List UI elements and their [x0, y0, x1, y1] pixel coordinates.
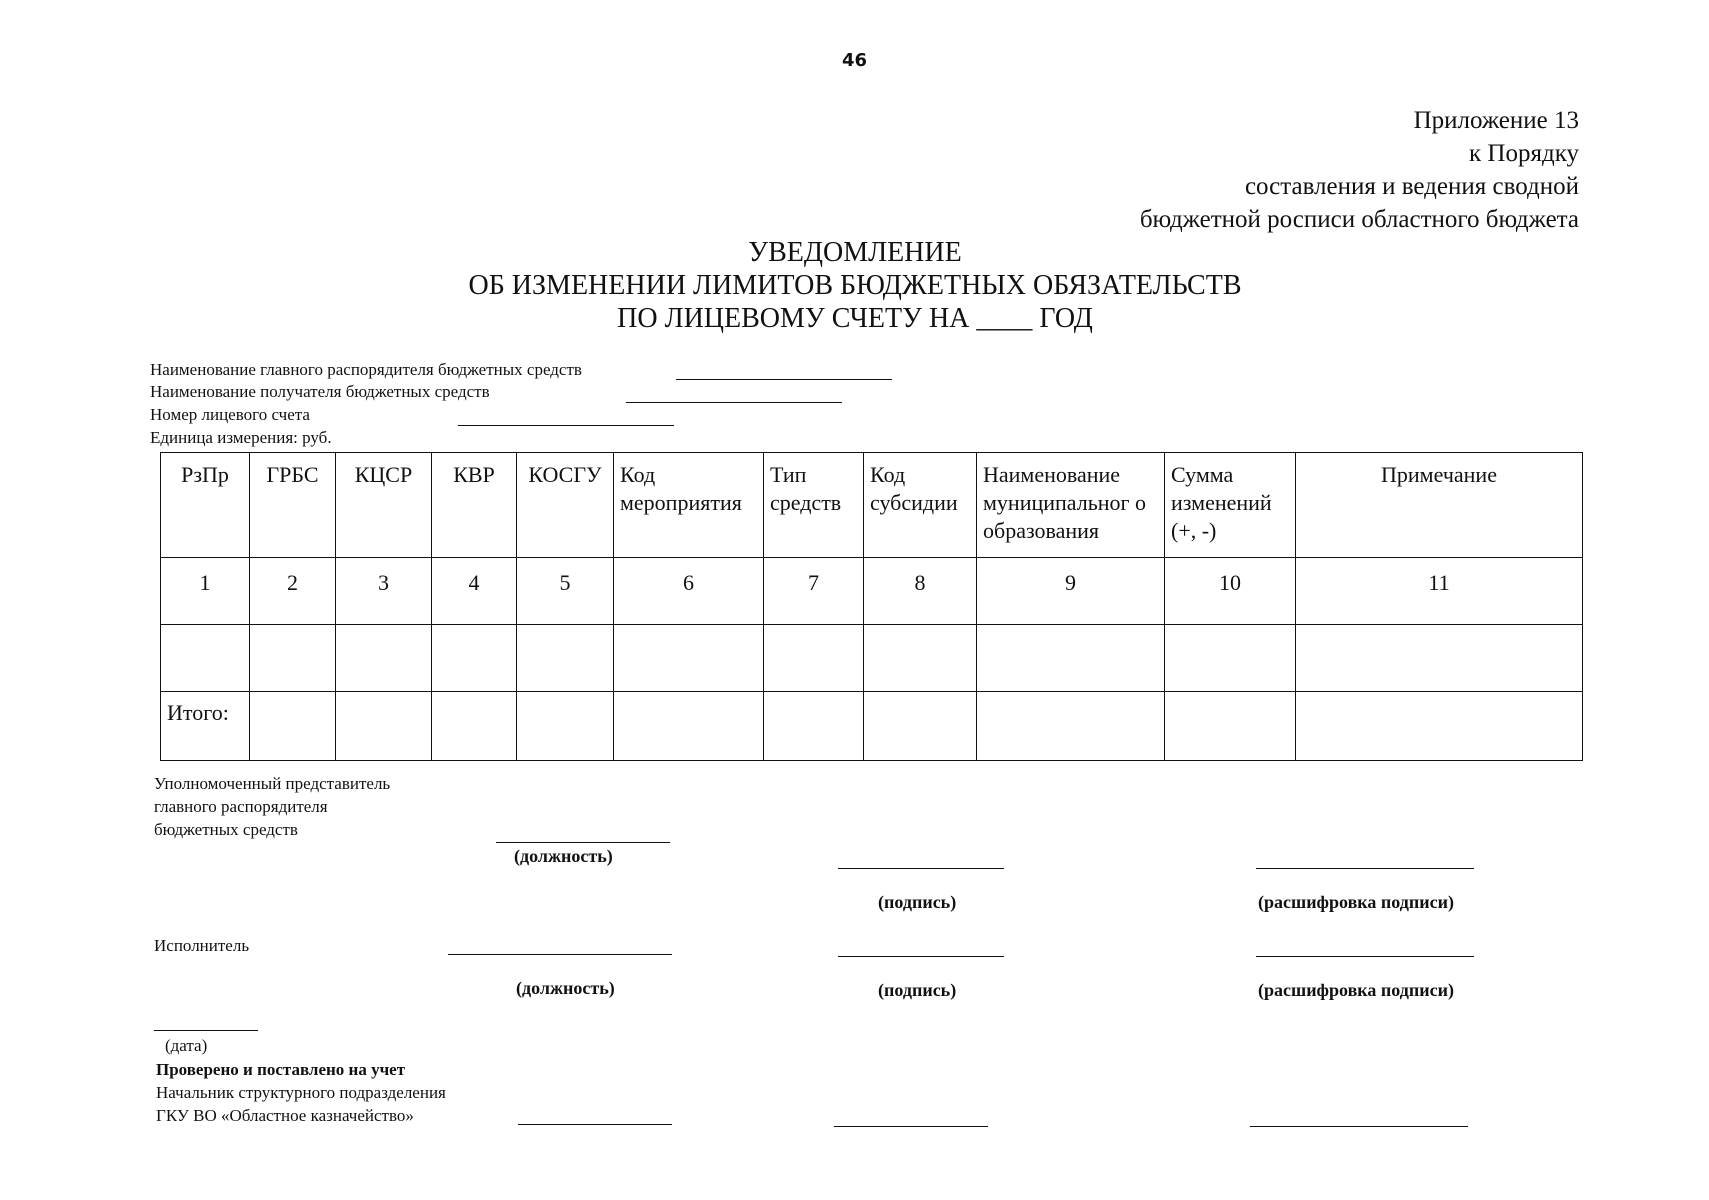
executor-label: Исполнитель — [154, 936, 250, 955]
table-cell[interactable] — [517, 625, 614, 692]
representative-line-1: Уполномоченный представитель — [154, 774, 391, 793]
header-cell: Код мероприятия — [614, 453, 764, 558]
header-cell: Тип средств — [764, 453, 864, 558]
header-cell: КОСГУ — [517, 453, 614, 558]
number-cell: 7 — [764, 558, 864, 625]
treasury-position-field[interactable] — [518, 1124, 672, 1125]
chief-manager-field[interactable] — [676, 379, 892, 380]
rep-position-field[interactable] — [496, 842, 670, 843]
executor-decoding-caption: (расшифровка подписи) — [1258, 980, 1454, 1000]
representative-block — [154, 772, 390, 841]
table-cell[interactable] — [432, 692, 517, 761]
table-cell[interactable] — [614, 692, 764, 761]
limits-table — [160, 452, 1583, 761]
treasury-decoding-field[interactable] — [1250, 1126, 1468, 1127]
table-cell[interactable] — [864, 692, 977, 761]
treasury-head-line-1: Начальник структурного подразделения — [156, 1083, 446, 1102]
header-cell: ГРБС — [250, 453, 336, 558]
date-field[interactable] — [154, 1030, 258, 1031]
table-cell[interactable] — [250, 692, 336, 761]
number-cell: 2 — [250, 558, 336, 625]
table-cell[interactable] — [161, 625, 250, 692]
table-cell[interactable] — [1296, 625, 1583, 692]
table-header-row — [161, 453, 1583, 558]
header-cell: Код субсидии — [864, 453, 977, 558]
rep-position-caption: (должность) — [514, 846, 613, 866]
number-cell: 5 — [517, 558, 614, 625]
number-cell: 10 — [1165, 558, 1296, 625]
document-title — [330, 236, 1380, 335]
account-number-label: Номер лицевого счета — [150, 405, 310, 424]
table-cell[interactable] — [336, 625, 432, 692]
treasury-signature-field[interactable] — [834, 1126, 988, 1127]
page-number: 46 — [841, 50, 868, 71]
rep-decoding-field[interactable] — [1256, 868, 1474, 869]
table-cell[interactable] — [864, 625, 977, 692]
title-line-1: УВЕДОМЛЕНИЕ — [748, 237, 962, 268]
rep-signature-field[interactable] — [838, 868, 1004, 869]
header-cell: КЦСР — [336, 453, 432, 558]
number-cell: 8 — [864, 558, 977, 625]
number-cell: 4 — [432, 558, 517, 625]
table-cell[interactable] — [1165, 625, 1296, 692]
executor-signature-field[interactable] — [838, 956, 1004, 957]
table-cell[interactable] — [432, 625, 517, 692]
table-cell[interactable] — [764, 625, 864, 692]
executor-position-field[interactable] — [448, 954, 672, 955]
checked-heading: Проверено и поставлено на учет — [156, 1060, 406, 1079]
rep-decoding-caption: (расшифровка подписи) — [1258, 892, 1454, 912]
table-cell[interactable] — [764, 692, 864, 761]
recipient-label: Наименование получателя бюджетных средств — [150, 382, 490, 401]
representative-line-3: бюджетных средств — [154, 820, 298, 839]
treasury-head-line-2: ГКУ ВО «Областное казначейство» — [156, 1106, 414, 1125]
rep-signature-caption: (подпись) — [878, 892, 957, 912]
appendix-line-2: к Порядку — [1469, 140, 1579, 167]
table-cell[interactable] — [614, 625, 764, 692]
number-cell: 3 — [336, 558, 432, 625]
header-cell: КВР — [432, 453, 517, 558]
number-cell: 6 — [614, 558, 764, 625]
header-cell: Сумма изменений (+, -) — [1165, 453, 1296, 558]
executor-decoding-field[interactable] — [1256, 956, 1474, 957]
unit-label: Единица измерения: руб. — [150, 428, 332, 447]
number-cell: 9 — [977, 558, 1165, 625]
representative-line-2: главного распорядителя — [154, 797, 328, 816]
appendix-line-3: составления и ведения сводной — [1244, 173, 1579, 200]
account-number-field[interactable] — [458, 425, 674, 426]
recipient-field[interactable] — [626, 402, 842, 403]
date-caption: (дата) — [165, 1036, 208, 1055]
header-cell: Наименование муниципальног о образования — [977, 453, 1165, 558]
total-label-cell: Итого: — [161, 692, 250, 761]
number-cell: 11 — [1296, 558, 1583, 625]
title-line-3: ПО ЛИЦЕВОМУ СЧЕТУ НА ____ ГОД — [617, 303, 1093, 334]
table-cell[interactable] — [1165, 692, 1296, 761]
executor-signature-caption: (подпись) — [878, 980, 957, 1000]
table-cell[interactable] — [517, 692, 614, 761]
appendix-block — [1140, 104, 1579, 236]
appendix-line-1: Приложение 13 — [1413, 107, 1579, 134]
table-cell[interactable] — [977, 692, 1165, 761]
table-cell[interactable] — [977, 625, 1165, 692]
number-cell: 1 — [161, 558, 250, 625]
table-total-row — [161, 692, 1583, 761]
chief-manager-label: Наименование главного распорядителя бюджетных средств — [150, 360, 582, 379]
appendix-line-4: бюджетной росписи областного бюджета — [1139, 206, 1579, 233]
treasury-head-block — [156, 1081, 446, 1127]
table-cell[interactable] — [250, 625, 336, 692]
header-cell: РзПр — [161, 453, 250, 558]
table-row — [161, 625, 1583, 692]
table-cell[interactable] — [336, 692, 432, 761]
table-cell[interactable] — [1296, 692, 1583, 761]
table-number-row — [161, 558, 1583, 625]
title-line-2: ОБ ИЗМЕНЕНИИ ЛИМИТОВ БЮДЖЕТНЫХ ОБЯЗАТЕЛЬСТВ — [468, 270, 1242, 301]
executor-position-caption: (должность) — [516, 978, 615, 998]
header-cell: Примечание — [1296, 453, 1583, 558]
